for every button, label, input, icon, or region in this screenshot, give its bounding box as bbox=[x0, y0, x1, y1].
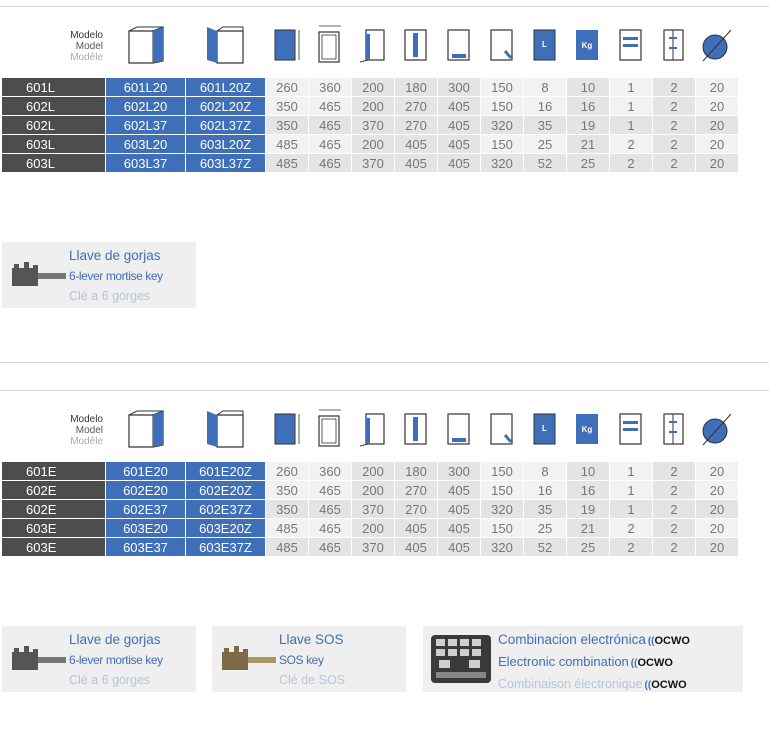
spec-value-cell: 21 bbox=[567, 135, 610, 154]
external-depth-icon-cell bbox=[352, 16, 395, 78]
spec-value-cell: 150 bbox=[481, 97, 524, 116]
spec-value-cell: 270 bbox=[395, 500, 438, 519]
external-depth-icon bbox=[358, 410, 388, 451]
spec-value-cell: 150 bbox=[481, 481, 524, 500]
internal-width-icon-cell bbox=[438, 400, 481, 462]
bolts-icon bbox=[661, 411, 687, 450]
lever-key-card-2 bbox=[2, 626, 196, 692]
model-header-line: Modelo bbox=[70, 413, 103, 425]
spec-value-cell: 485 bbox=[266, 538, 309, 557]
door-left-hinge-icon-cell bbox=[106, 16, 186, 78]
spec-value-cell: 465 bbox=[309, 116, 352, 135]
internal-height-icon bbox=[403, 27, 429, 66]
spec-value-cell: 485 bbox=[266, 154, 309, 173]
spec-value-cell: 370 bbox=[352, 116, 395, 135]
base-model-cell: 603L bbox=[2, 135, 106, 154]
combo-fr: Combinaison électronique ((OCWO bbox=[498, 677, 687, 691]
spec-value-cell: 260 bbox=[266, 462, 309, 481]
sos-key-card bbox=[212, 626, 406, 692]
spec-value-cell: 465 bbox=[309, 135, 352, 154]
table-header bbox=[2, 16, 739, 78]
table-row bbox=[2, 135, 739, 154]
spec-value-cell: 20 bbox=[696, 135, 739, 154]
external-width-icon-cell bbox=[309, 400, 352, 462]
external-width-icon-cell bbox=[309, 16, 352, 78]
weight-icon bbox=[574, 411, 602, 450]
spec-value-cell: 20 bbox=[696, 154, 739, 173]
table-row bbox=[2, 481, 739, 500]
combo-en: Electronic combination ((OCWO bbox=[498, 654, 673, 669]
model-code-cell: 602L37 bbox=[106, 116, 186, 135]
spec-value-cell: 405 bbox=[438, 135, 481, 154]
external-height-icon-cell bbox=[266, 16, 309, 78]
spec-value-cell: 2 bbox=[653, 97, 696, 116]
spec-value-cell: 370 bbox=[352, 154, 395, 173]
spec-value-cell: 370 bbox=[352, 538, 395, 557]
base-model-cell: 602E bbox=[2, 481, 106, 500]
weight-icon-cell bbox=[567, 400, 610, 462]
door-left-hinge-icon bbox=[123, 409, 169, 452]
svg-text:L: L bbox=[542, 39, 547, 49]
lever-key-es: Llave de gorjas bbox=[69, 248, 161, 263]
external-depth-icon-cell bbox=[352, 400, 395, 462]
model-code-cell: 603E20Z bbox=[186, 519, 266, 538]
bolt-diameter-icon-cell bbox=[696, 400, 739, 462]
spec-value-cell: 180 bbox=[395, 462, 438, 481]
spec-value-cell: 465 bbox=[309, 500, 352, 519]
spec-value-cell: 300 bbox=[438, 78, 481, 97]
door-right-hinge-icon-cell bbox=[186, 16, 266, 78]
spec-value-cell: 405 bbox=[438, 481, 481, 500]
internal-depth-icon bbox=[489, 411, 515, 450]
spec-value-cell: 20 bbox=[696, 116, 739, 135]
model-code-cell: 601E20Z bbox=[186, 462, 266, 481]
spec-value-cell: 200 bbox=[352, 135, 395, 154]
spec-value-cell: 2 bbox=[653, 116, 696, 135]
spec-value-cell: 1 bbox=[610, 500, 653, 519]
lever-key-en-2: 6-lever mortise key bbox=[69, 653, 163, 667]
external-height-icon bbox=[272, 410, 302, 451]
sos-key-fr: Clé de SOS bbox=[279, 673, 346, 687]
base-model-cell: 602L bbox=[2, 116, 106, 135]
model-header bbox=[2, 16, 106, 78]
model-code-cell: 601E20 bbox=[106, 462, 186, 481]
spec-value-cell: 465 bbox=[309, 481, 352, 500]
spec-value-cell: 180 bbox=[395, 78, 438, 97]
spec-value-cell: 8 bbox=[524, 78, 567, 97]
spec-value-cell: 320 bbox=[481, 500, 524, 519]
model-code-cell: 603L20Z bbox=[186, 135, 266, 154]
spec-value-cell: 405 bbox=[438, 538, 481, 557]
model-code-cell: 602E37Z bbox=[186, 500, 266, 519]
spec-value-cell: 405 bbox=[395, 519, 438, 538]
sos-key-icon bbox=[222, 644, 276, 674]
model-code-cell: 603L37 bbox=[106, 154, 186, 173]
spec-value-cell: 320 bbox=[481, 154, 524, 173]
shelves-icon-cell bbox=[610, 16, 653, 78]
spec-value-cell: 360 bbox=[309, 462, 352, 481]
top-divider bbox=[0, 6, 769, 7]
section-divider bbox=[0, 362, 769, 363]
model-code-cell: 603E37Z bbox=[186, 538, 266, 557]
spec-value-cell: 1 bbox=[610, 481, 653, 500]
lever-key-fr-2: Clé a 6 gorges bbox=[69, 673, 151, 687]
volume-icon bbox=[532, 411, 558, 450]
model-code-cell: 602E20 bbox=[106, 481, 186, 500]
section-divider-2 bbox=[0, 390, 769, 391]
spec-value-cell: 35 bbox=[524, 500, 567, 519]
spec-value-cell: 2 bbox=[653, 500, 696, 519]
model-code-cell: 602L20Z bbox=[186, 97, 266, 116]
internal-height-icon-cell bbox=[395, 16, 438, 78]
model-code-cell: 603E37 bbox=[106, 538, 186, 557]
spec-value-cell: 150 bbox=[481, 519, 524, 538]
spec-value-cell: 25 bbox=[567, 538, 610, 557]
spec-value-cell: 20 bbox=[696, 462, 739, 481]
table-row bbox=[2, 116, 739, 135]
model-code-cell: 602L20 bbox=[106, 97, 186, 116]
weight-icon-cell bbox=[567, 16, 610, 78]
spec-value-cell: 20 bbox=[696, 78, 739, 97]
electronic-combination-card bbox=[423, 626, 743, 692]
bolt-diameter-icon bbox=[700, 28, 734, 65]
spec-value-cell: 270 bbox=[395, 481, 438, 500]
external-height-icon-cell bbox=[266, 400, 309, 462]
base-model-cell: 602E bbox=[2, 500, 106, 519]
spec-value-cell: 465 bbox=[309, 97, 352, 116]
internal-width-icon bbox=[446, 411, 472, 450]
sos-key-es: Llave SOS bbox=[279, 632, 344, 647]
spec-value-cell: 2 bbox=[653, 538, 696, 557]
spec-value-cell: 20 bbox=[696, 519, 739, 538]
spec-value-cell: 405 bbox=[438, 97, 481, 116]
table-row bbox=[2, 462, 739, 481]
spec-value-cell: 19 bbox=[567, 500, 610, 519]
model-code-cell: 601L20Z bbox=[186, 78, 266, 97]
model-code-cell: 603L37Z bbox=[186, 154, 266, 173]
external-height-icon bbox=[272, 26, 302, 67]
volume-icon bbox=[532, 27, 558, 66]
spec-value-cell: 25 bbox=[567, 154, 610, 173]
spec-value-cell: 8 bbox=[524, 462, 567, 481]
spec-value-cell: 360 bbox=[309, 78, 352, 97]
keypad-icon bbox=[431, 635, 491, 683]
external-width-icon bbox=[315, 408, 345, 453]
internal-depth-icon-cell bbox=[481, 400, 524, 462]
table-header bbox=[2, 400, 739, 462]
shelves-icon bbox=[618, 411, 644, 450]
bolts-icon bbox=[661, 27, 687, 66]
model-code-cell: 601L20 bbox=[106, 78, 186, 97]
table-row bbox=[2, 154, 739, 173]
base-model-cell: 602L bbox=[2, 97, 106, 116]
spec-table-lever bbox=[2, 16, 739, 173]
spec-value-cell: 2 bbox=[653, 135, 696, 154]
spec-value-cell: 350 bbox=[266, 481, 309, 500]
spec-value-cell: 150 bbox=[481, 78, 524, 97]
combo-es: Combinacion electrónica ((OCWO bbox=[498, 632, 690, 647]
spec-value-cell: 405 bbox=[438, 500, 481, 519]
volume-icon-cell bbox=[524, 400, 567, 462]
lever-key-icon bbox=[12, 644, 66, 674]
lever-key-icon bbox=[12, 260, 66, 290]
spec-value-cell: 200 bbox=[352, 78, 395, 97]
spec-value-cell: 485 bbox=[266, 519, 309, 538]
spec-value-cell: 370 bbox=[352, 500, 395, 519]
lever-key-es-2: Llave de gorjas bbox=[69, 632, 161, 647]
door-left-hinge-icon-cell bbox=[106, 400, 186, 462]
spec-value-cell: 150 bbox=[481, 462, 524, 481]
external-width-icon bbox=[315, 24, 345, 69]
spec-value-cell: 52 bbox=[524, 538, 567, 557]
spec-value-cell: 260 bbox=[266, 78, 309, 97]
spec-value-cell: 320 bbox=[481, 116, 524, 135]
svg-text:Kg: Kg bbox=[581, 424, 593, 434]
spec-table-electronic bbox=[2, 400, 739, 557]
spec-value-cell: 2 bbox=[653, 78, 696, 97]
table-row bbox=[2, 500, 739, 519]
internal-width-icon-cell bbox=[438, 16, 481, 78]
door-left-hinge-icon bbox=[123, 25, 169, 68]
spec-value-cell: 405 bbox=[438, 116, 481, 135]
spec-value-cell: 2 bbox=[610, 135, 653, 154]
spec-value-cell: 200 bbox=[352, 462, 395, 481]
spec-value-cell: 35 bbox=[524, 116, 567, 135]
spec-value-cell: 405 bbox=[395, 135, 438, 154]
spec-value-cell: 405 bbox=[438, 519, 481, 538]
table-row bbox=[2, 519, 739, 538]
sos-key-en: SOS key bbox=[279, 653, 324, 667]
volume-icon-cell bbox=[524, 16, 567, 78]
spec-value-cell: 405 bbox=[395, 538, 438, 557]
spec-value-cell: 405 bbox=[395, 154, 438, 173]
base-model-cell: 603E bbox=[2, 538, 106, 557]
base-model-cell: 601L bbox=[2, 78, 106, 97]
spec-value-cell: 16 bbox=[567, 97, 610, 116]
spec-value-cell: 2 bbox=[610, 154, 653, 173]
spec-value-cell: 270 bbox=[395, 97, 438, 116]
model-header bbox=[2, 400, 106, 462]
spec-value-cell: 20 bbox=[696, 538, 739, 557]
spec-value-cell: 2 bbox=[653, 462, 696, 481]
spec-value-cell: 350 bbox=[266, 97, 309, 116]
model-header-line: Modelo bbox=[70, 29, 103, 41]
spec-value-cell: 270 bbox=[395, 116, 438, 135]
spec-value-cell: 465 bbox=[309, 538, 352, 557]
lever-key-card bbox=[2, 242, 196, 308]
spec-value-cell: 10 bbox=[567, 462, 610, 481]
spec-value-cell: 485 bbox=[266, 135, 309, 154]
base-model-cell: 603E bbox=[2, 519, 106, 538]
spec-value-cell: 1 bbox=[610, 116, 653, 135]
table-row bbox=[2, 538, 739, 557]
model-code-cell: 603L20 bbox=[106, 135, 186, 154]
door-right-hinge-icon-cell bbox=[186, 400, 266, 462]
spec-value-cell: 2 bbox=[653, 154, 696, 173]
model-code-cell: 602E20Z bbox=[186, 481, 266, 500]
spec-value-cell: 465 bbox=[309, 154, 352, 173]
door-right-hinge-icon bbox=[203, 409, 249, 452]
spec-value-cell: 25 bbox=[524, 135, 567, 154]
spec-value-cell: 1 bbox=[610, 97, 653, 116]
spec-value-cell: 2 bbox=[653, 481, 696, 500]
model-header-line: Model bbox=[75, 40, 103, 52]
weight-icon bbox=[574, 27, 602, 66]
door-right-hinge-icon bbox=[203, 25, 249, 68]
spec-value-cell: 320 bbox=[481, 538, 524, 557]
shelves-icon-cell bbox=[610, 400, 653, 462]
bolt-diameter-icon-cell bbox=[696, 16, 739, 78]
lever-key-fr: Clé a 6 gorges bbox=[69, 289, 151, 303]
model-code-cell: 602L37Z bbox=[186, 116, 266, 135]
spec-value-cell: 200 bbox=[352, 519, 395, 538]
spec-value-cell: 2 bbox=[610, 538, 653, 557]
spec-value-cell: 200 bbox=[352, 481, 395, 500]
model-code-cell: 603E20 bbox=[106, 519, 186, 538]
internal-depth-icon bbox=[489, 27, 515, 66]
base-model-cell: 603L bbox=[2, 154, 106, 173]
spec-value-cell: 1 bbox=[610, 462, 653, 481]
spec-value-cell: 52 bbox=[524, 154, 567, 173]
model-header-line: Model bbox=[75, 424, 103, 436]
spec-value-cell: 1 bbox=[610, 78, 653, 97]
spec-value-cell: 150 bbox=[481, 135, 524, 154]
model-code-cell: 602E37 bbox=[106, 500, 186, 519]
spec-value-cell: 10 bbox=[567, 78, 610, 97]
spec-value-cell: 19 bbox=[567, 116, 610, 135]
internal-height-icon-cell bbox=[395, 400, 438, 462]
spec-value-cell: 300 bbox=[438, 462, 481, 481]
bolts-icon-cell bbox=[653, 16, 696, 78]
spec-value-cell: 200 bbox=[352, 97, 395, 116]
internal-width-icon bbox=[446, 27, 472, 66]
table-row bbox=[2, 78, 739, 97]
spec-value-cell: 21 bbox=[567, 519, 610, 538]
svg-text:L: L bbox=[542, 423, 547, 433]
table-row bbox=[2, 97, 739, 116]
external-depth-icon bbox=[358, 26, 388, 67]
model-header-line: Modèle bbox=[70, 435, 103, 447]
base-model-cell: 601E bbox=[2, 462, 106, 481]
spec-value-cell: 350 bbox=[266, 500, 309, 519]
spec-value-cell: 405 bbox=[438, 154, 481, 173]
shelves-icon bbox=[618, 27, 644, 66]
bolts-icon-cell bbox=[653, 400, 696, 462]
svg-text:Kg: Kg bbox=[581, 40, 593, 50]
spec-value-cell: 16 bbox=[524, 481, 567, 500]
spec-value-cell: 2 bbox=[610, 519, 653, 538]
spec-value-cell: 16 bbox=[567, 481, 610, 500]
spec-value-cell: 2 bbox=[653, 519, 696, 538]
internal-depth-icon-cell bbox=[481, 16, 524, 78]
spec-value-cell: 25 bbox=[524, 519, 567, 538]
spec-value-cell: 350 bbox=[266, 116, 309, 135]
internal-height-icon bbox=[403, 411, 429, 450]
model-header-line: Modèle bbox=[70, 51, 103, 63]
spec-value-cell: 20 bbox=[696, 500, 739, 519]
spec-value-cell: 16 bbox=[524, 97, 567, 116]
spec-value-cell: 20 bbox=[696, 481, 739, 500]
lever-key-en: 6-lever mortise key bbox=[69, 269, 163, 283]
spec-value-cell: 465 bbox=[309, 519, 352, 538]
spec-value-cell: 20 bbox=[696, 97, 739, 116]
bolt-diameter-icon bbox=[700, 412, 734, 449]
